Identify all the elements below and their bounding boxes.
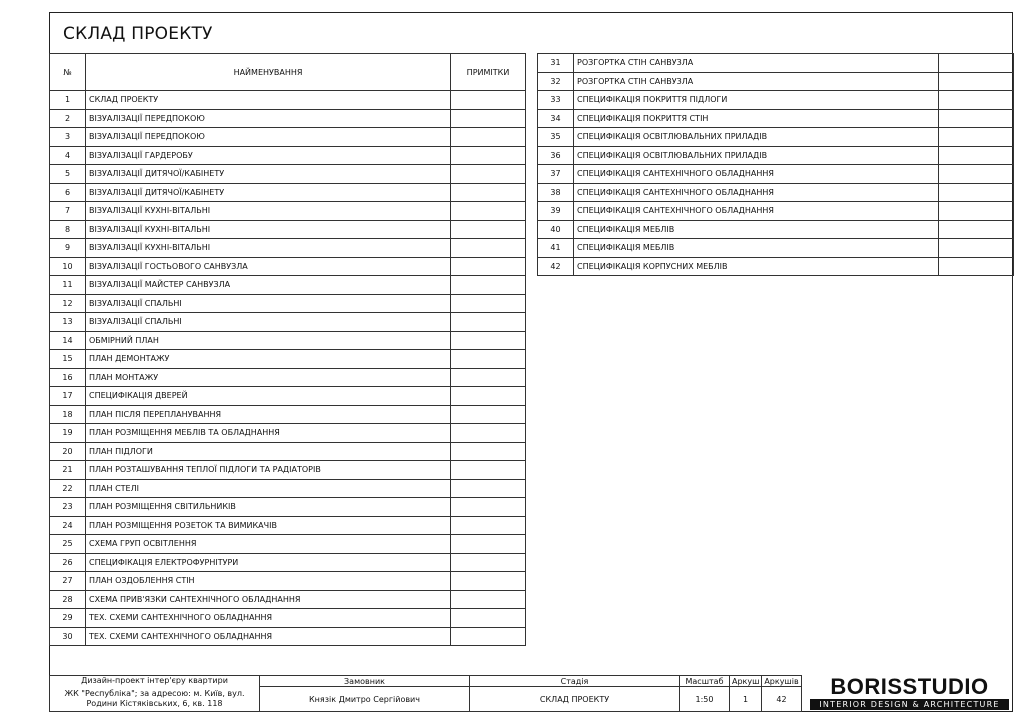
page-title: СКЛАД ПРОЕКТУ — [63, 24, 213, 44]
row-name: ПЛАН ПІСЛЯ ПЕРЕПЛАНУВАННЯ — [86, 405, 451, 424]
row-name: ПЛАН РОЗМІЩЕННЯ РОЗЕТОК ТА ВИМИКАЧІВ — [86, 516, 451, 535]
logo-sub: INTERIOR DESIGN & ARCHITECTURE — [810, 699, 1009, 710]
row-number: 2 — [50, 109, 86, 128]
row-name: СПЕЦИФІКАЦІЯ ЕЛЕКТРОФУРНІТУРИ — [86, 553, 451, 572]
row-name: СПЕЦИФІКАЦІЯ ПОКРИТТЯ ПІДЛОГИ — [574, 91, 939, 110]
row-number: 20 — [50, 442, 86, 461]
row-notes — [939, 183, 1014, 202]
table-row — [50, 461, 526, 480]
row-number: 37 — [538, 165, 574, 184]
row-notes — [451, 239, 526, 258]
row-name: ВІЗУАЛІЗАЦІЇ СПАЛЬНІ — [86, 313, 451, 332]
row-notes — [451, 146, 526, 165]
row-name: ВІЗУАЛІЗАЦІЇ ГОСТЬОВОГО САНВУЗЛА — [86, 257, 451, 276]
row-notes — [451, 572, 526, 591]
row-notes — [451, 91, 526, 110]
row-number: 21 — [50, 461, 86, 480]
table-row — [50, 313, 526, 332]
row-notes — [939, 128, 1014, 147]
header-num: № — [50, 54, 86, 91]
row-number: 36 — [538, 146, 574, 165]
row-notes — [939, 202, 1014, 221]
row-notes — [939, 109, 1014, 128]
table-row — [50, 350, 526, 369]
row-name: ПЛАН ПІДЛОГИ — [86, 442, 451, 461]
row-name: ПЛАН ОЗДОБЛЕННЯ СТІН — [86, 572, 451, 591]
table-row — [50, 257, 526, 276]
contents-table-left — [49, 53, 526, 646]
row-number: 6 — [50, 183, 86, 202]
row-notes — [451, 498, 526, 517]
row-notes — [939, 239, 1014, 258]
table-row — [50, 442, 526, 461]
header-name: НАЙМЕНУВАННЯ — [86, 54, 451, 91]
table-row — [50, 331, 526, 350]
table-row — [538, 202, 1014, 221]
row-notes — [451, 165, 526, 184]
row-notes — [451, 368, 526, 387]
row-number: 18 — [50, 405, 86, 424]
table-row — [538, 165, 1014, 184]
table-row — [50, 202, 526, 221]
table-row — [50, 516, 526, 535]
table-row — [50, 91, 526, 110]
row-number: 30 — [50, 627, 86, 646]
table-row — [50, 424, 526, 443]
row-notes — [451, 220, 526, 239]
table-row — [50, 239, 526, 258]
table-row — [50, 109, 526, 128]
row-notes — [939, 146, 1014, 165]
row-number: 7 — [50, 202, 86, 221]
sheets-value: 42 — [762, 687, 802, 712]
table-row — [50, 590, 526, 609]
row-name: ПЛАН МОНТАЖУ — [86, 368, 451, 387]
row-notes — [451, 590, 526, 609]
row-notes — [451, 609, 526, 628]
table-row — [538, 54, 1014, 73]
row-number: 39 — [538, 202, 574, 221]
row-notes — [939, 91, 1014, 110]
row-notes — [451, 276, 526, 295]
row-name: СПЕЦИФІКАЦІЯ КОРПУСНИХ МЕБЛІВ — [574, 257, 939, 276]
row-number: 31 — [538, 54, 574, 73]
row-name: ПЛАН РОЗМІЩЕННЯ МЕБЛІВ ТА ОБЛАДНАННЯ — [86, 424, 451, 443]
row-notes — [451, 442, 526, 461]
row-number: 11 — [50, 276, 86, 295]
row-notes — [451, 387, 526, 406]
row-name: СПЕЦИФІКАЦІЯ МЕБЛІВ — [574, 220, 939, 239]
row-name: ПЛАН РОЗТАШУВАННЯ ТЕПЛОЇ ПІДЛОГИ ТА РАДІАТОРІВ — [86, 461, 451, 480]
row-notes — [451, 553, 526, 572]
table-row — [50, 220, 526, 239]
row-number: 10 — [50, 257, 86, 276]
row-name: ВІЗУАЛІЗАЦІЇ МАЙСТЕР САНВУЗЛА — [86, 276, 451, 295]
row-notes — [939, 220, 1014, 239]
studio-logo — [807, 676, 1012, 711]
row-notes — [451, 479, 526, 498]
row-name: ТЕХ. СХЕМИ САНТЕХНІЧНОГО ОБЛАДНАННЯ — [86, 609, 451, 628]
row-notes — [451, 405, 526, 424]
row-number: 40 — [538, 220, 574, 239]
row-number: 32 — [538, 72, 574, 91]
row-number: 26 — [50, 553, 86, 572]
row-name: ВІЗУАЛІЗАЦІЇ СПАЛЬНІ — [86, 294, 451, 313]
row-number: 33 — [538, 91, 574, 110]
sheets-label: Аркушів — [762, 676, 802, 687]
row-name: ВІЗУАЛІЗАЦІЇ КУХНІ-ВІТАЛЬНІ — [86, 202, 451, 221]
row-name: СПЕЦИФІКАЦІЯ САНТЕХНІЧНОГО ОБЛАДНАННЯ — [574, 202, 939, 221]
row-notes — [451, 331, 526, 350]
row-number: 12 — [50, 294, 86, 313]
row-number: 5 — [50, 165, 86, 184]
row-number: 17 — [50, 387, 86, 406]
row-number: 25 — [50, 535, 86, 554]
scale-value: 1:50 — [680, 687, 730, 712]
table-row — [50, 609, 526, 628]
contents-table-right — [537, 53, 1014, 276]
row-name: СПЕЦИФІКАЦІЯ ОСВІТЛЮВАЛЬНИХ ПРИЛАДІВ — [574, 146, 939, 165]
row-name: ПЛАН РОЗМІЩЕННЯ СВІТИЛЬНИКІВ — [86, 498, 451, 517]
table-row — [50, 165, 526, 184]
row-notes — [451, 535, 526, 554]
table-row — [538, 183, 1014, 202]
table-row — [50, 128, 526, 147]
row-number: 1 — [50, 91, 86, 110]
row-number: 27 — [50, 572, 86, 591]
row-notes — [939, 72, 1014, 91]
table-row — [50, 553, 526, 572]
row-number: 22 — [50, 479, 86, 498]
stage-label: Стадія — [470, 676, 680, 687]
row-name: ТЕХ. СХЕМИ САНТЕХНІЧНОГО ОБЛАДНАННЯ — [86, 627, 451, 646]
stage-value: СКЛАД ПРОЕКТУ — [470, 687, 680, 712]
row-name: РОЗГОРТКА СТІН САНВУЗЛА — [574, 54, 939, 73]
table-row — [538, 220, 1014, 239]
sheet-value: 1 — [730, 687, 762, 712]
row-notes — [451, 183, 526, 202]
table-row — [50, 387, 526, 406]
row-name: ОБМІРНИЙ ПЛАН — [86, 331, 451, 350]
table-row — [538, 257, 1014, 276]
row-notes — [451, 294, 526, 313]
row-notes — [939, 54, 1014, 73]
row-number: 29 — [50, 609, 86, 628]
table-row — [538, 91, 1014, 110]
row-name: ВІЗУАЛІЗАЦІЇ ГАРДЕРОБУ — [86, 146, 451, 165]
row-notes — [451, 313, 526, 332]
project-desc — [50, 687, 260, 712]
row-name: ВІЗУАЛІЗАЦІЇ ДИТЯЧОЇ/КАБІНЕТУ — [86, 183, 451, 202]
row-number: 38 — [538, 183, 574, 202]
row-name: СХЕМА ГРУП ОСВІТЛЕННЯ — [86, 535, 451, 554]
row-number: 42 — [538, 257, 574, 276]
table-row — [50, 405, 526, 424]
table-row — [50, 627, 526, 646]
row-notes — [939, 257, 1014, 276]
row-number: 14 — [50, 331, 86, 350]
row-number: 19 — [50, 424, 86, 443]
row-notes — [451, 461, 526, 480]
row-notes — [451, 128, 526, 147]
row-name: СПЕЦИФІКАЦІЯ САНТЕХНІЧНОГО ОБЛАДНАННЯ — [574, 165, 939, 184]
row-name: ПЛАН СТЕЛІ — [86, 479, 451, 498]
row-name: СПЕЦИФІКАЦІЯ МЕБЛІВ — [574, 239, 939, 258]
row-notes — [451, 109, 526, 128]
customer-label: Замовник — [260, 676, 470, 687]
project-desc-line1: Дизайн-проект інтер'єру квартири — [50, 676, 260, 687]
table-row — [538, 239, 1014, 258]
row-number: 35 — [538, 128, 574, 147]
row-notes — [451, 202, 526, 221]
table-row — [538, 128, 1014, 147]
sheet-label: Аркуш — [730, 676, 762, 687]
table-row — [538, 72, 1014, 91]
row-name: ВІЗУАЛІЗАЦІЇ ПЕРЕДПОКОЮ — [86, 128, 451, 147]
table-row — [50, 479, 526, 498]
row-name: ВІЗУАЛІЗАЦІЇ ПЕРЕДПОКОЮ — [86, 109, 451, 128]
table-row — [50, 146, 526, 165]
row-number: 3 — [50, 128, 86, 147]
row-number: 13 — [50, 313, 86, 332]
row-name: ПЛАН ДЕМОНТАЖУ — [86, 350, 451, 369]
row-notes — [451, 350, 526, 369]
customer-value: Князік Дмитро Сергійович — [260, 687, 470, 712]
table-row — [50, 572, 526, 591]
row-name: СПЕЦИФІКАЦІЯ САНТЕХНІЧНОГО ОБЛАДНАННЯ — [574, 183, 939, 202]
row-notes — [451, 257, 526, 276]
table-row — [538, 146, 1014, 165]
row-number: 15 — [50, 350, 86, 369]
scale-label: Масштаб — [680, 676, 730, 687]
row-number: 34 — [538, 109, 574, 128]
table-row — [50, 276, 526, 295]
row-notes — [451, 627, 526, 646]
header-notes: ПРИМІТКИ — [451, 54, 526, 91]
row-name: СХЕМА ПРИВ'ЯЗКИ САНТЕХНІЧНОГО ОБЛАДНАННЯ — [86, 590, 451, 609]
row-name: СКЛАД ПРОЕКТУ — [86, 91, 451, 110]
table-row — [50, 498, 526, 517]
row-notes — [939, 165, 1014, 184]
row-notes — [451, 516, 526, 535]
row-number: 16 — [50, 368, 86, 387]
row-number: 24 — [50, 516, 86, 535]
row-number: 4 — [50, 146, 86, 165]
row-number: 41 — [538, 239, 574, 258]
project-desc-line3: Родини Кістяківських, 6, кв. 118 — [86, 698, 223, 708]
row-name: СПЕЦИФІКАЦІЯ ОСВІТЛЮВАЛЬНИХ ПРИЛАДІВ — [574, 128, 939, 147]
table-row — [50, 535, 526, 554]
row-name: ВІЗУАЛІЗАЦІЇ КУХНІ-ВІТАЛЬНІ — [86, 220, 451, 239]
logo-main: BORISSTUDIO — [830, 674, 989, 699]
table-row — [50, 368, 526, 387]
row-number: 23 — [50, 498, 86, 517]
row-name: СПЕЦИФІКАЦІЯ ПОКРИТТЯ СТІН — [574, 109, 939, 128]
project-desc-line2: ЖК "Республіка"; за адресою: м. Київ, вул. — [64, 688, 245, 698]
row-notes — [451, 424, 526, 443]
table-row — [50, 183, 526, 202]
row-name: ВІЗУАЛІЗАЦІЇ КУХНІ-ВІТАЛЬНІ — [86, 239, 451, 258]
row-number: 8 — [50, 220, 86, 239]
row-name: ВІЗУАЛІЗАЦІЇ ДИТЯЧОЇ/КАБІНЕТУ — [86, 165, 451, 184]
row-number: 28 — [50, 590, 86, 609]
table-row — [50, 294, 526, 313]
row-name: СПЕЦИФІКАЦІЯ ДВЕРЕЙ — [86, 387, 451, 406]
row-name: РОЗГОРТКА СТІН САНВУЗЛА — [574, 72, 939, 91]
row-number: 9 — [50, 239, 86, 258]
table-row — [538, 109, 1014, 128]
